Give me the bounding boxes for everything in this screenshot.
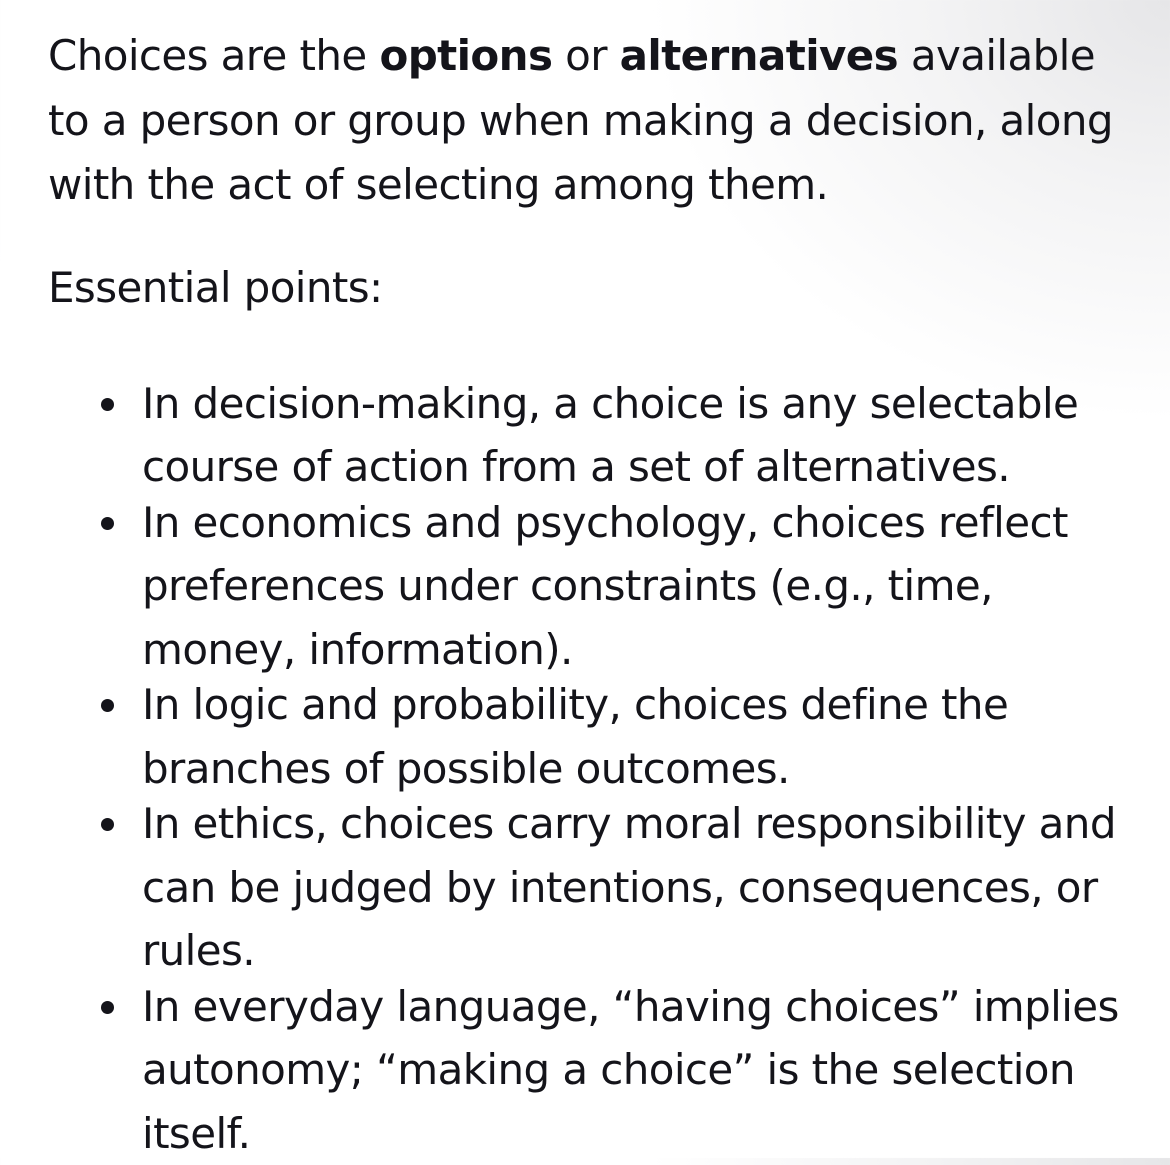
intro-text-3: available to a person or group when making a decision, along with the act of selecting among them. [48,31,1113,209]
list-item [48,491,1148,682]
intro-text-2: or [552,31,619,80]
list-item-text: In decision-making, a choice is any selectable course of action from a set of alternatives. [142,379,1078,492]
list-item-text: In economics and psychology, choices reflect preferences under constraints (e.g., time, money, information). [142,498,1068,674]
intro-bold-options: options [379,31,552,80]
list-item-text: In logic and probability, choices define the branches of possible outcomes. [142,680,1008,793]
article-body [48,24,1148,1157]
list-item-text: In ethics, choices carry moral responsibility and can be judged by intentions, consequences, or rules. [142,799,1116,975]
intro-paragraph [48,24,1148,218]
list-item [48,673,1148,800]
bullet-icon [101,398,114,411]
list-item [48,975,1148,1165]
bullet-icon [101,699,114,712]
intro-bold-alternatives: alternatives [620,31,898,80]
list-item-text: In everyday language, “having choices” implies autonomy; “making a choice” is the selection itself. [142,982,1119,1158]
points-heading: Essential points: [48,256,1148,320]
list-item [48,372,1148,499]
bullet-icon [101,1001,114,1014]
bullet-icon [101,517,114,530]
list-item [48,792,1148,983]
intro-text-1: Choices are the [48,31,379,80]
points-list [48,372,1148,1165]
bullet-icon [101,818,114,831]
